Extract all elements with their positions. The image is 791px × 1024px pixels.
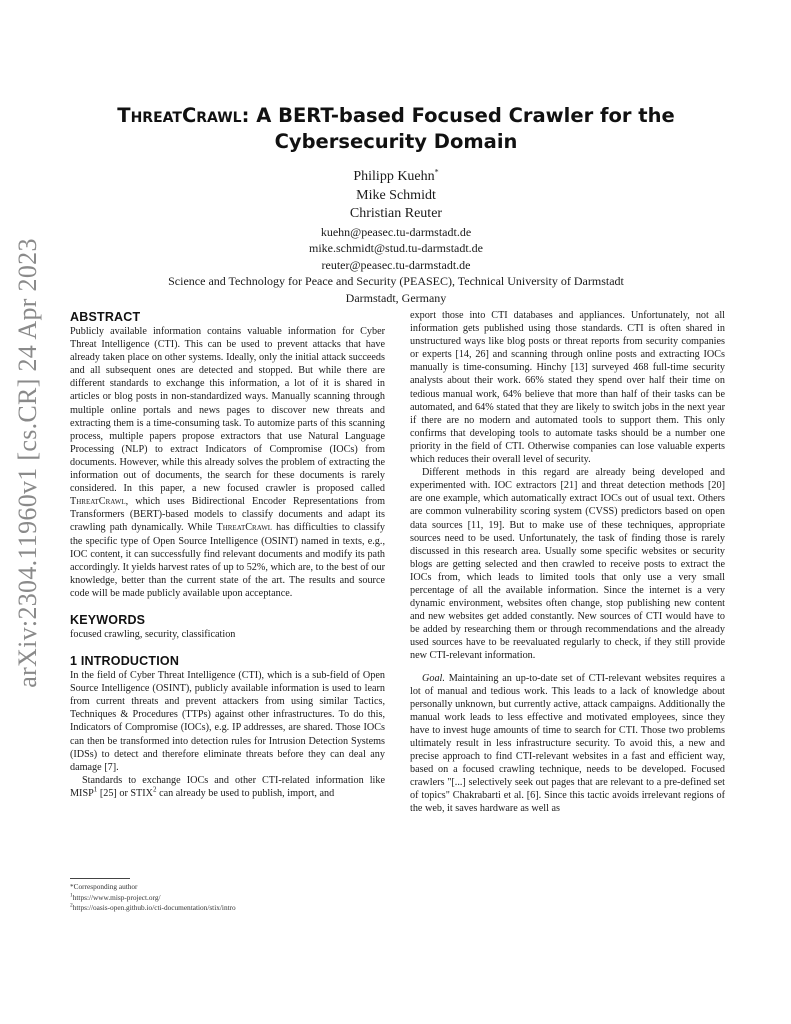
footnote-1: $^1$https://www.misp-project.org/ (70, 892, 161, 902)
body-paragraph: export those into CTI databases and appliances. Unfortunately, not all information gets published using those standards. CTI is often shared in unstructured ways like blog posts or threat reports from security companies or experts [14, 26] and scanning through online posts and extracting IOCs manually is time-consuming. Hinchy [13] surveyed 468 full-time security analysts about their work. 66% stated they spend over half their time on tedious manual work, 64% believe that more than half of their tasks can be automated, and 64% stated that they are likely to switch jobs in the next year if there are no modern and automated tools to support them. This only confirms that developing tools to automate tasks should be a number one priority in the field of CTI. Otherwise companies can lose valuable experts which reduces their overall level of security. (410, 310, 725, 466)
system-name: ThreatCrawl (216, 522, 273, 534)
footnote-1-link[interactable]: https://www.misp-project.org/ (72, 892, 161, 902)
footnotes (70, 878, 385, 914)
footnote-ref: 2 (153, 785, 157, 794)
footnote-ref: 1 (93, 785, 98, 794)
corresponding-author-mark: * (434, 167, 439, 177)
footnote-corresponding: *Corresponding author (70, 882, 138, 891)
introduction-paragraph: Standards to exchange IOCs and other CTI-related information like MISP$^1$ [25] or STIX$^2$ can already be used to publish, import, and (70, 774, 385, 799)
system-name: ThreatCrawl (70, 496, 126, 508)
left-column (70, 309, 385, 800)
title-system-name: ThreatCrawl (117, 104, 242, 127)
author-name: Christian Reuter (349, 206, 443, 221)
footnote-2: $^2$https://oasis-open.github.io/cti-documentation/stix/intro (70, 902, 236, 912)
author-name: Mike Schmidt (356, 187, 436, 203)
author-email: reuter@peasec.tu-darmstadt.de (321, 257, 471, 272)
introduction-paragraph: In the field of Cyber Threat Intelligence (CTI), which is a sub-field of Open Source Intelligence (OSINT), publicly available information is used to learn from current threats and prevent attackers from using similar Tactics, Techniques & Procedures (TTPs) against other infrastructures. To do this, Indicators of Compromise (IOCs), e.g. IP addresses, are shared. Those IOCs can then be transformed into detection rules for Intrusion Detection Systems (IDSs) to detect and therefore eliminate threats before they can deal any damage [7]. (70, 670, 385, 773)
right-column (410, 309, 725, 816)
title-line2: Cybersecurity Domain (274, 130, 518, 153)
keywords-text: focused crawling, security, classification (70, 628, 236, 640)
keywords-heading: KEYWORDS (70, 612, 146, 627)
author-email: kuehn@peasec.tu-darmstadt.de (320, 224, 472, 239)
footnote-rule (70, 878, 130, 879)
abstract-text: Publicly available information contains valuable information for Cyber Threat Intelligence (CTI). This can be used to prevent attacks that have already taken place on other systems. Ideally, only the initial attack succeeds and all subsequent ones are detected and stopped. But while there are different standards to exchange this information, a lot of it is shared in articles or blog posts in non-standardized ways. Manually scanning through multiple online portals and news pages to discover new threats and extracting them is a time-consuming task. To automize parts of this scanning process, multiple papers propose extractors that use Natural Language Processing (NLP) to extract Indicators of Compromise (IOCs) from documents. However, while this already solves the problem of extracting the information out of documents, the search for these documents is rarely considered. In this paper, a new focused crawler is proposed called ThreatCrawl, which uses Bidirectional Encoder Representations from Transformers (BERT)-based models to classify documents and adapt its crawling path dynamically. While ThreatCrawl has difficulties to classify the specific type of Open Source Intelligence (OSINT) named in texts, e.g., IOC content, it can successfully find relevant documents and modify its path accordingly. It yields harvest rates of up to 52%, which are, to the best of our knowledge, better than the current state of the art. The results and source code will be made publicly available upon acceptance. (70, 326, 385, 599)
title-line1-rest: : A BERT-based Focused Crawler for the (241, 104, 675, 127)
introduction-heading: 1 INTRODUCTION (70, 654, 180, 669)
author-affiliation: Science and Technology for Peace and Security (PEASEC), Technical University of Darmstadt (168, 274, 624, 288)
author-location: Darmstadt, Germany (345, 290, 447, 305)
goal-paragraph: Goal. Maintaining an up-to-date set of CTI-relevant websites requires a lot of manual and tedious work. This leads to a lack of knowledge about personally unknown, but currently active, attack campaigns. Additionally the manual work leads to less effective and motivated employees, since they have to invest huge amounts of time to search for CTI. Those two problems ultimately result in less infrastructure security. To avoid this, a new and precise approach to find CTI-relevant websites in a fast and efficient way, based on a focused crawling technique, needs to be developed. Focused crawlers "[...] selectively seek out pages that are relevant to a pre-defined set of topics" Chakrabarti et al. [6]. Since this tactic avoids irrelevant regions of the web, it saves hardware as well as (410, 672, 725, 815)
footnote-2-link[interactable]: https://oasis-open.github.io/cti-documentation/stix/intro (72, 903, 236, 912)
abstract-heading: ABSTRACT (70, 310, 141, 324)
author-name: Philipp Kuehn (353, 169, 435, 184)
body-paragraph: Different methods in this regard are already being developed and experimented with. IOC extractors [21] and threat detection methods [20] are one example, which automatically extract IOCs out of usual text. Others are common vulnerability scoring system (CVSS) predictors based on open data sources [11, 19]. But to make use of these techniques, appropriate sources need to be used. Unfortunately, the task of finding those is rarely discussed in this research area. Usually some specific websites or security blogs are getting selected and then crawled to receive posts to extract the IOCs from, which leads to limited tools that only use a very small percentage of all the available information. Since the internet is a very dynamic environment, websites often change, stop publishing new content and new websites get added constantly. New sources of CTI would have to be added by researching them or through recommendations and the already used sources have to be reevaluated regularly to check, if they still provide new CTI-relevant information. (410, 467, 725, 662)
goal-label: Goal. (422, 672, 445, 684)
author-block (96, 168, 696, 306)
paper-title (96, 103, 696, 155)
arxiv-identifier-stamp: arXiv:2304.11960v1 [cs.CR] 24 Apr 2023 (13, 238, 42, 688)
author-email: mike.schmidt@stud.tu-darmstadt.de (308, 241, 484, 255)
